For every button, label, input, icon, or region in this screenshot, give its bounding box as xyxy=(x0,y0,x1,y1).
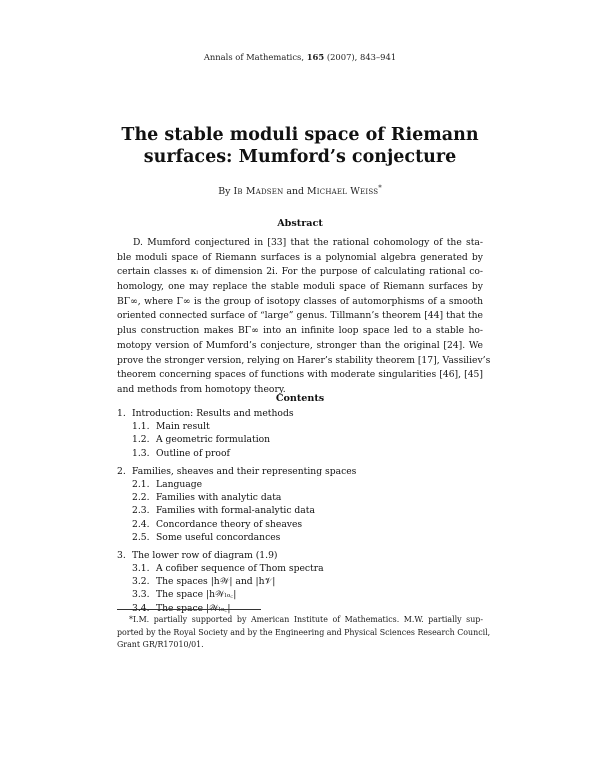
toc-title: Language xyxy=(156,478,203,490)
toc-number: 3. xyxy=(117,549,126,561)
contents-heading: Contents xyxy=(275,393,325,404)
journal-volume: 165 xyxy=(306,52,325,62)
toc-subsection[interactable] xyxy=(117,588,483,601)
toc-number: 2. xyxy=(117,465,126,477)
toc-section-title[interactable] xyxy=(117,465,483,478)
toc-subsection[interactable] xyxy=(117,433,483,446)
toc-number: 3.1. xyxy=(132,563,150,575)
toc-section-title[interactable] xyxy=(117,407,483,420)
toc-number: 2.4. xyxy=(132,518,150,530)
toc-title: Some useful concordances xyxy=(156,531,281,543)
toc-subsection[interactable] xyxy=(117,491,483,504)
toc-section-2 xyxy=(117,465,483,544)
toc-subsection[interactable] xyxy=(117,478,483,491)
author-and: and xyxy=(283,186,307,198)
toc-number: 1.2. xyxy=(132,434,150,446)
toc-section-1 xyxy=(117,407,483,460)
author-line xyxy=(0,184,600,197)
toc-section-title[interactable] xyxy=(117,549,483,562)
toc-title: Families, sheaves and their representing spaces xyxy=(132,465,357,477)
toc-subsection[interactable] xyxy=(117,518,483,531)
author-madsen: Ib Madsen xyxy=(233,186,284,198)
footnote-line: Grant GR/R17010/01. xyxy=(117,640,204,650)
journal-name: Annals of Mathematics, xyxy=(203,52,307,62)
author-by: By xyxy=(218,186,234,198)
toc-number: 3.2. xyxy=(132,576,150,588)
toc-title: The spaces |h𝒲| and |h𝒱| xyxy=(156,576,276,588)
toc-section-3 xyxy=(117,549,483,615)
abstract-line: oriented connected surface of “large” genus. Tillmann’s theorem [44] that the xyxy=(117,310,483,322)
toc-subsection[interactable] xyxy=(117,447,483,460)
abstract-line: prove the stronger version, relying on Harer’s stability theorem [17], Vassiliev’s xyxy=(117,354,491,366)
title-line-2: surfaces: Mumford’s conjecture xyxy=(143,147,457,167)
toc-title: Main result xyxy=(156,421,210,433)
toc-number: 3.4. xyxy=(132,602,150,614)
toc-number: 3.3. xyxy=(132,589,150,601)
abstract-line: homology, one may replace the stable moduli space of Riemann surfaces by xyxy=(117,281,483,293)
abstract-line: BΓ∞, where Γ∞ is the group of isotopy classes of automorphisms of a smooth xyxy=(117,295,483,307)
abstract-line: motopy version of Mumford’s conjecture, stronger than the original [24]. We xyxy=(117,339,483,351)
toc-title: Introduction: Results and methods xyxy=(132,408,294,419)
author-weiss: Michael Weiss xyxy=(307,186,379,198)
toc-number: 1. xyxy=(117,408,126,419)
footnote-rule xyxy=(117,609,261,610)
toc-number: 1.3. xyxy=(132,447,150,459)
abstract-line: certain classes κᵢ of dimension 2i. For the purpose of calculating rational co- xyxy=(117,266,483,278)
toc-subsection[interactable] xyxy=(117,531,483,544)
toc-number: 2.5. xyxy=(132,531,150,543)
abstract-line: ble moduli space of Riemann surfaces is a polynomial algebra generated by xyxy=(117,251,483,263)
toc-number: 2.3. xyxy=(132,505,150,517)
paper-title xyxy=(0,124,600,168)
abstract-line: and methods from homotopy theory. xyxy=(117,383,286,395)
toc-title: Families with formal-analytic data xyxy=(156,505,315,517)
toc-title: The space |𝒲ₗₒ꜀| xyxy=(156,602,231,614)
toc-title: Families with analytic data xyxy=(156,492,282,504)
footnote xyxy=(117,614,491,652)
toc-subsection[interactable] xyxy=(117,575,483,588)
toc-title: Concordance theory of sheaves xyxy=(156,518,303,530)
toc-title: A geometric formulation xyxy=(156,434,271,446)
footnote-line: ported by the Royal Society and by the Engineering and Physical Sciences Research Council, xyxy=(117,627,491,637)
abstract-line: theorem concerning spaces of functions with moderate singularities [46], [45] xyxy=(117,369,483,381)
abstract-line: plus construction makes BΓ∞ into an infinite loop space led to a stable ho- xyxy=(117,325,483,337)
abstract-body xyxy=(117,236,491,398)
table-of-contents xyxy=(117,407,483,620)
title-line-1: The stable moduli space of Riemann xyxy=(121,125,479,145)
abstract-heading: Abstract xyxy=(277,218,323,229)
toc-subsection[interactable] xyxy=(117,420,483,433)
toc-title: Outline of proof xyxy=(156,447,230,459)
journal-header xyxy=(0,52,600,62)
toc-title: The lower row of diagram (1.9) xyxy=(132,549,278,561)
footnote-line: *I.M. partially supported by American Institute of Mathematics. M.W. partially sup- xyxy=(129,615,483,624)
abstract-line: D. Mumford conjectured in [33] that the rational cohomology of the sta- xyxy=(133,237,483,248)
toc-number: 1.1. xyxy=(132,421,150,433)
toc-number: 2.2. xyxy=(132,492,150,504)
journal-pages: (2007), 843–941 xyxy=(324,52,397,62)
author-footnote-mark: * xyxy=(378,184,382,192)
toc-number: 2.1. xyxy=(132,478,150,490)
toc-subsection[interactable] xyxy=(117,504,483,517)
toc-title: A cofiber sequence of Thom spectra xyxy=(156,563,324,575)
toc-title: The space |h𝒲ₗₒ꜀| xyxy=(156,589,237,601)
toc-subsection[interactable] xyxy=(117,562,483,575)
